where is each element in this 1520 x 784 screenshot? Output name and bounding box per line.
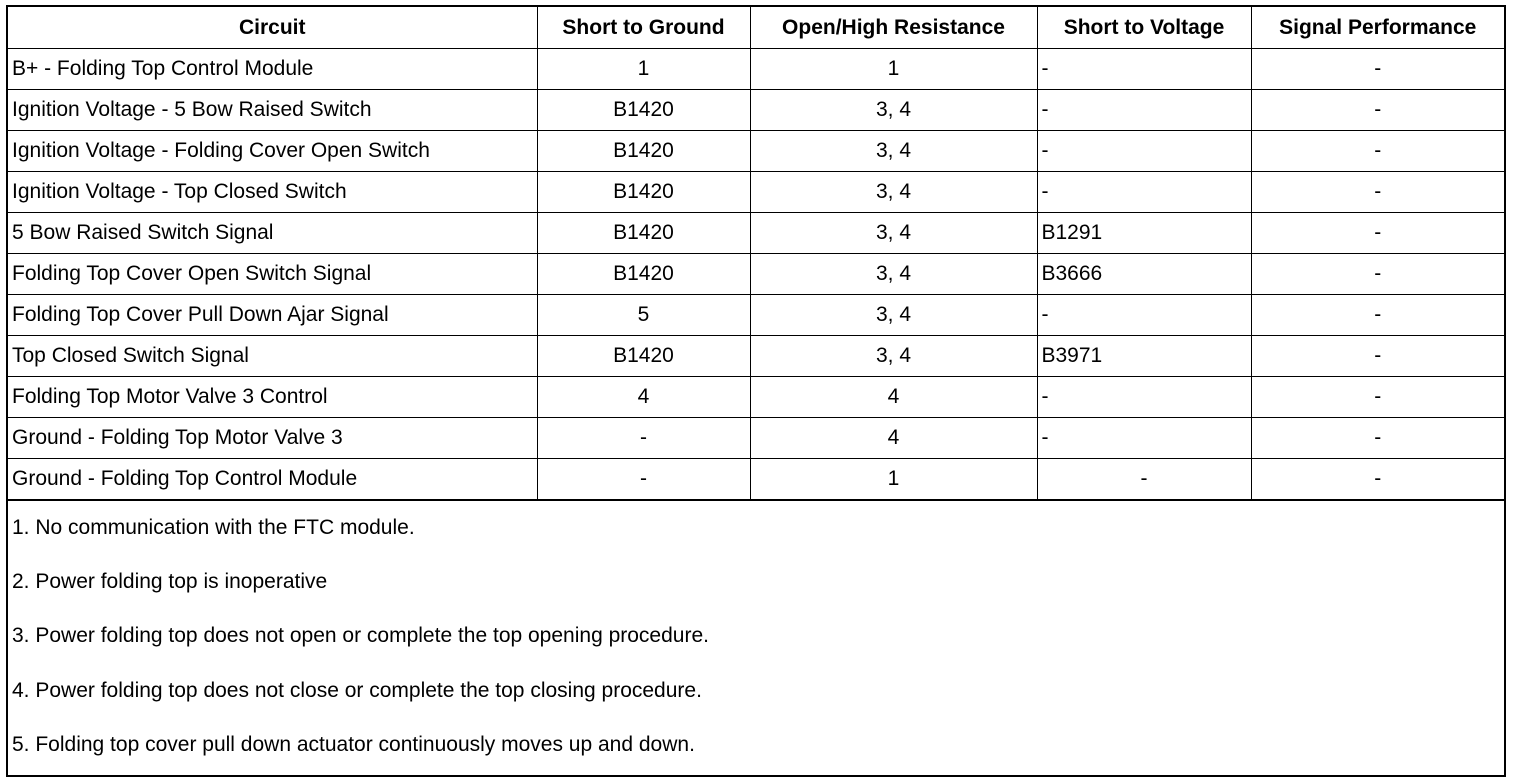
short-to-ground-cell: -: [537, 458, 750, 499]
footnote-2: 2. Power folding top is inoperative: [12, 570, 328, 594]
signal-performance-cell: -: [1251, 417, 1504, 458]
signal-performance-cell: -: [1251, 130, 1504, 171]
short-to-voltage-cell: -: [1037, 89, 1251, 130]
circuit-diagnostic-document: [6, 5, 1506, 777]
open-high-resistance-cell: 3, 4: [750, 130, 1037, 171]
signal-performance-cell: -: [1251, 212, 1504, 253]
short-to-ground-cell: 1: [537, 48, 750, 89]
short-to-ground-cell: B1420: [537, 212, 750, 253]
signal-performance-cell: -: [1251, 171, 1504, 212]
short-to-voltage-cell: -: [1037, 171, 1251, 212]
table-row: [8, 171, 1504, 212]
short-to-ground-cell: B1420: [537, 171, 750, 212]
open-high-resistance-cell: 1: [750, 48, 1037, 89]
circuit-cell: Ignition Voltage - Top Closed Switch: [8, 171, 537, 212]
circuit-cell: 5 Bow Raised Switch Signal: [8, 212, 537, 253]
signal-performance-cell: -: [1251, 335, 1504, 376]
open-high-resistance-cell: 1: [750, 458, 1037, 499]
signal-performance-cell: -: [1251, 89, 1504, 130]
table-row: [8, 417, 1504, 458]
footnote-5: 5. Folding top cover pull down actuator continuously moves up and down.: [12, 733, 695, 757]
signal-performance-cell: -: [1251, 253, 1504, 294]
table-row: [8, 294, 1504, 335]
column-header-short-to-ground: Short to Ground: [537, 7, 750, 48]
table-row: [8, 89, 1504, 130]
short-to-voltage-cell: -: [1037, 48, 1251, 89]
table-row: [8, 335, 1504, 376]
short-to-voltage-cell: -: [1037, 130, 1251, 171]
circuit-cell: Folding Top Cover Pull Down Ajar Signal: [8, 294, 537, 335]
short-to-ground-cell: B1420: [537, 89, 750, 130]
short-to-voltage-cell: -: [1037, 376, 1251, 417]
open-high-resistance-cell: 4: [750, 417, 1037, 458]
footnote-4: 4. Power folding top does not close or complete the top closing procedure.: [12, 678, 702, 702]
footnote-1: 1. No communication with the FTC module.: [12, 515, 415, 539]
signal-performance-cell: -: [1251, 48, 1504, 89]
circuit-cell: Ground - Folding Top Control Module: [8, 458, 537, 499]
open-high-resistance-cell: 3, 4: [750, 335, 1037, 376]
footnote-3: 3. Power folding top does not open or complete the top opening procedure.: [12, 624, 709, 648]
column-header-open-high-resistance: Open/High Resistance: [750, 7, 1037, 48]
open-high-resistance-cell: 3, 4: [750, 294, 1037, 335]
circuit-cell: Top Closed Switch Signal: [8, 335, 537, 376]
circuit-cell: Ground - Folding Top Motor Valve 3: [8, 417, 537, 458]
table-header-row: [8, 7, 1504, 48]
table-row: [8, 253, 1504, 294]
short-to-voltage-cell: B3666: [1037, 253, 1251, 294]
table-row: [8, 458, 1504, 499]
column-header-short-to-voltage: Short to Voltage: [1037, 7, 1251, 48]
table-row: [8, 48, 1504, 89]
circuit-cell: Ignition Voltage - 5 Bow Raised Switch: [8, 89, 537, 130]
circuit-fault-table: [8, 7, 1504, 500]
signal-performance-cell: -: [1251, 294, 1504, 335]
table-row: [8, 130, 1504, 171]
short-to-ground-cell: B1420: [537, 130, 750, 171]
short-to-voltage-cell: B3971: [1037, 335, 1251, 376]
circuit-cell: Ignition Voltage - Folding Cover Open Switch: [8, 130, 537, 171]
table-row: [8, 376, 1504, 417]
short-to-voltage-cell: -: [1037, 417, 1251, 458]
column-header-signal-performance: Signal Performance: [1251, 7, 1504, 48]
circuit-cell: Folding Top Motor Valve 3 Control: [8, 376, 537, 417]
circuit-cell: Folding Top Cover Open Switch Signal: [8, 253, 537, 294]
short-to-ground-cell: 4: [537, 376, 750, 417]
short-to-voltage-cell: -: [1037, 458, 1251, 499]
short-to-voltage-cell: B1291: [1037, 212, 1251, 253]
short-to-voltage-cell: -: [1037, 294, 1251, 335]
short-to-ground-cell: B1420: [537, 253, 750, 294]
column-header-circuit: Circuit: [8, 7, 537, 48]
signal-performance-cell: -: [1251, 376, 1504, 417]
open-high-resistance-cell: 3, 4: [750, 89, 1037, 130]
short-to-ground-cell: B1420: [537, 335, 750, 376]
open-high-resistance-cell: 3, 4: [750, 212, 1037, 253]
open-high-resistance-cell: 3, 4: [750, 171, 1037, 212]
short-to-ground-cell: -: [537, 417, 750, 458]
footnotes-section: [8, 500, 1504, 773]
open-high-resistance-cell: 3, 4: [750, 253, 1037, 294]
signal-performance-cell: -: [1251, 458, 1504, 499]
short-to-ground-cell: 5: [537, 294, 750, 335]
open-high-resistance-cell: 4: [750, 376, 1037, 417]
circuit-cell: B+ - Folding Top Control Module: [8, 48, 537, 89]
table-row: [8, 212, 1504, 253]
